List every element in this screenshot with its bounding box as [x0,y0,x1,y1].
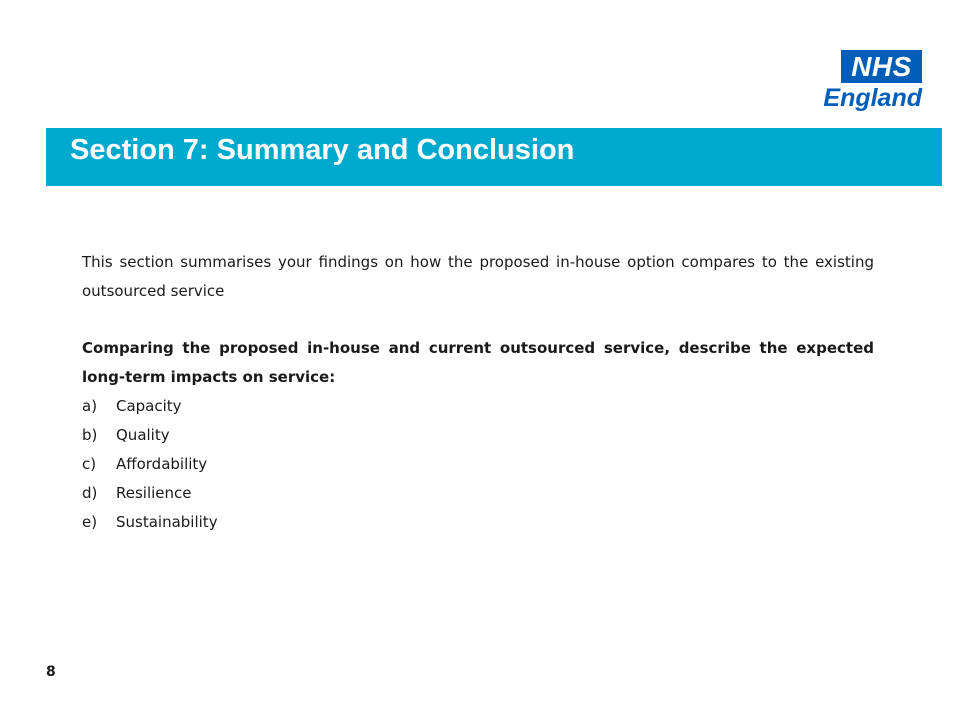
nhs-england-logo [818,50,922,114]
list-item-capacity [82,392,874,421]
list-item-affordability [82,450,874,479]
list-marker: b) [82,426,98,444]
impact-list [82,392,874,537]
list-marker: d) [82,484,98,502]
list-marker: c) [82,455,97,473]
list-item-label: Capacity [116,397,182,415]
list-item-label: Sustainability [116,513,218,531]
list-item-label: Affordability [116,455,208,473]
page-title: Section 7: Summary and Conclusion [70,134,575,166]
section-title-bar [46,128,942,186]
list-item-label: Resilience [116,484,192,502]
list-item-resilience [82,479,874,508]
question-paragraph: Comparing the proposed in-house and current outsourced service, describe the expected long-term impacts on service: [82,339,874,386]
intro-paragraph: This section summarises your findings on how the proposed in-house option compares to the existing outsourced service [82,253,874,300]
page-number: 8 [46,664,56,680]
list-marker: a) [82,397,98,415]
slide-body [82,248,874,537]
list-item-sustainability [82,508,874,537]
list-item-label: Quality [116,426,170,444]
nhs-logo-text: NHS [851,50,912,82]
england-logo-text: England [823,84,922,112]
list-item-quality [82,421,874,450]
list-marker: e) [82,513,98,531]
nhs-logo-box [841,50,922,83]
